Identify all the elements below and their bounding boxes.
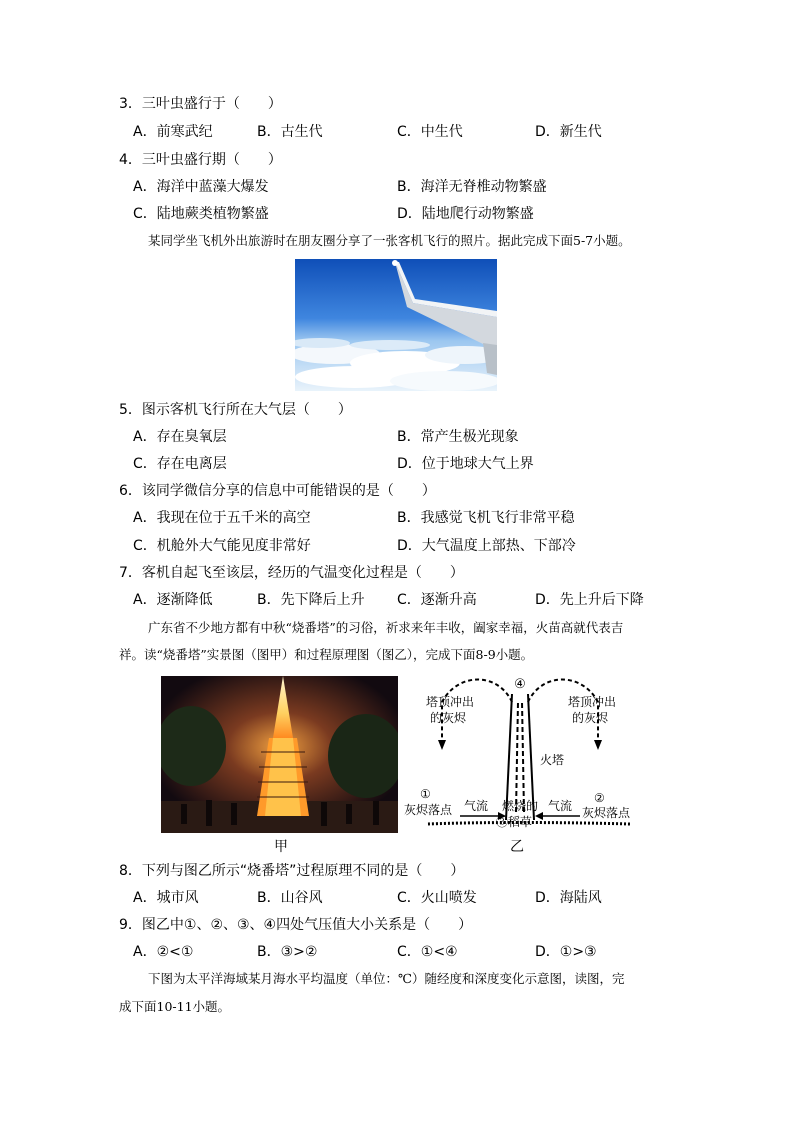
question-6-stem: 6．该同学微信分享的信息中可能错误的是（ ） — [119, 483, 436, 499]
q8-option-a: A．城市风 — [133, 890, 199, 906]
q9-option-a: A．②<① — [133, 944, 194, 960]
fire-tower-photo — [161, 676, 398, 833]
intro-5-7: 某同学坐飞机外出旅游时在朋友圈分享了一张客机飞行的照片。据此完成下面5-7小题。 — [148, 233, 631, 248]
label-top-left-1: 塔顶冲出 — [426, 695, 475, 709]
question-8-stem: 8．下列与图乙所示“烧番塔”过程原理不同的是（ ） — [119, 863, 465, 879]
q7-option-d: D．先上升后下降 — [535, 592, 644, 608]
airplane-wing-photo — [295, 259, 497, 391]
question-3-stem: 3．三叶虫盛行于（ ） — [119, 96, 282, 112]
label-flow-right: 气流 — [548, 799, 573, 813]
q4-option-d: D．陆地爬行动物繁盛 — [397, 206, 534, 222]
figure-caption-jia: 甲 — [274, 839, 288, 855]
q8-option-b: B．山谷风 — [257, 890, 323, 906]
intro-8-9-line2: 祥。读“烧番塔”实景图（图甲）和过程原理图（图乙），完成下面8-9小题。 — [119, 647, 534, 662]
label-top-right-2: 的灰烬 — [572, 711, 609, 725]
label-2: ② — [594, 791, 605, 805]
intro-8-9-line1: 广东省不少地方都有中秋“烧番塔”的习俗，祈求来年丰收，阖家幸福，火苗高就代表吉 — [148, 620, 624, 635]
label-ash-left: 灰烬落点 — [404, 803, 453, 817]
label-tower: 火塔 — [540, 753, 565, 767]
q5-option-d: D．位于地球大气上界 — [397, 456, 534, 472]
q7-option-b: B．先下降后上升 — [257, 592, 365, 608]
question-5-stem: 5．图示客机飞行所在大气层（ ） — [119, 402, 352, 418]
q4-option-b: B．海洋无脊椎动物繁盛 — [397, 179, 547, 195]
q4-option-c: C．陆地蕨类植物繁盛 — [133, 206, 269, 222]
label-flow-left: 气流 — [464, 799, 489, 813]
q3-option-b: B．古生代 — [257, 124, 323, 140]
q6-option-c: C．机舱外大气能见度非常好 — [133, 538, 311, 554]
q6-option-d: D．大气温度上部热、下部冷 — [397, 538, 576, 554]
q7-option-a: A．逐渐降低 — [133, 592, 213, 608]
q3-option-c: C．中生代 — [397, 124, 463, 140]
q9-option-c: C．①<④ — [397, 944, 458, 960]
q8-option-d: D．海陆风 — [535, 890, 602, 906]
q3-option-d: D．新生代 — [535, 124, 602, 140]
label-4: ④ — [514, 676, 526, 691]
question-4-stem: 4．三叶虫盛行期（ ） — [119, 152, 282, 168]
q9-option-b: B．③>② — [257, 944, 318, 960]
q5-option-c: C．存在电离层 — [133, 456, 227, 472]
q6-option-a: A．我现在位于五千米的高空 — [133, 510, 311, 526]
intro-10-11-line1: 下图为太平洋海域某月海水平均温度（单位：℃）随经度和深度变化示意图，读图，完 — [148, 971, 625, 986]
q5-option-b: B．常产生极光现象 — [397, 429, 519, 445]
q5-option-a: A．存在臭氧层 — [133, 429, 227, 445]
label-ash-right: 灰烬落点 — [582, 806, 631, 820]
intro-10-11-line2: 成下面10-11小题。 — [119, 999, 231, 1014]
question-7-stem: 7．客机自起飞至该层，经历的气温变化过程是（ ） — [119, 565, 464, 581]
q4-option-a: A．海洋中蓝藻大爆发 — [133, 179, 269, 195]
q9-option-d: D．①>③ — [535, 944, 597, 960]
question-9-stem: 9．图乙中①、②、③、④四处气压值大小关系是（ ） — [119, 917, 473, 933]
label-top-right-1: 塔顶冲出 — [568, 695, 617, 709]
q7-option-c: C．逐渐升高 — [397, 592, 477, 608]
q8-option-c: C．火山喷发 — [397, 890, 477, 906]
q3-option-a: A．前寒武纪 — [133, 124, 213, 140]
label-1: ① — [420, 787, 431, 801]
process-diagram — [398, 672, 638, 842]
label-3: ③稻草 — [496, 815, 533, 829]
label-top-left-2: 的灰烬 — [430, 711, 467, 725]
figure-caption-yi: 乙 — [510, 839, 524, 855]
q6-option-b: B．我感觉飞机飞行非常平稳 — [397, 510, 575, 526]
label-burn: 燃烧的 — [502, 799, 539, 813]
